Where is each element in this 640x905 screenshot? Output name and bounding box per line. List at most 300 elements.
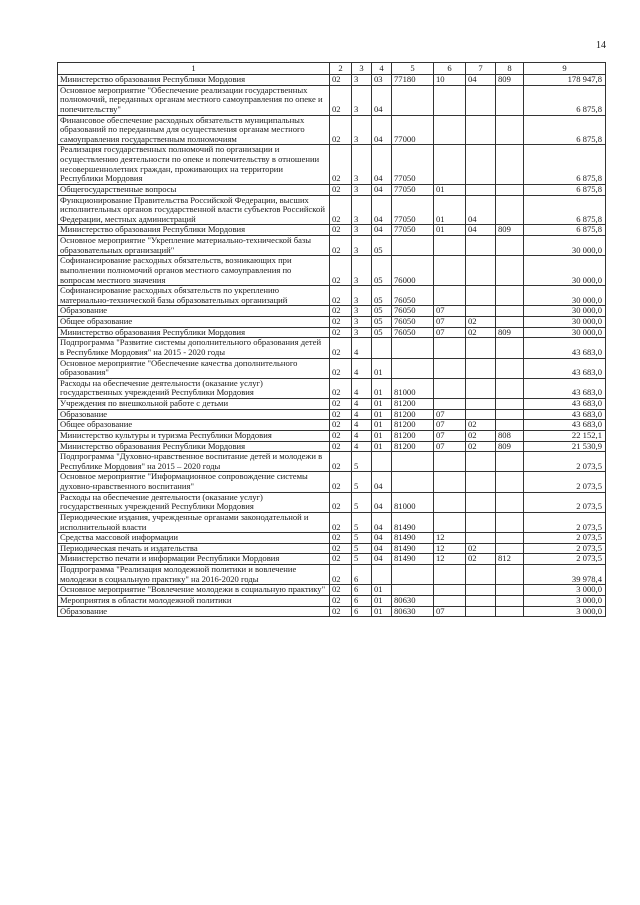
code-ministry bbox=[496, 492, 524, 512]
column-header: 2 bbox=[330, 63, 352, 75]
table-row bbox=[58, 452, 606, 472]
code-subsection: 02 bbox=[466, 420, 496, 431]
table-row bbox=[58, 492, 606, 512]
code-section: 07 bbox=[434, 441, 466, 452]
code-ministry bbox=[496, 184, 524, 195]
code-section bbox=[434, 286, 466, 306]
table-row bbox=[58, 430, 606, 441]
code-ministry bbox=[496, 286, 524, 306]
code-subsection bbox=[466, 184, 496, 195]
row-name: Учреждения по внешкольной работе с детьми bbox=[58, 399, 330, 410]
code-program: 02 bbox=[330, 492, 352, 512]
code-measure: 04 bbox=[372, 115, 392, 145]
code-direction: 81490 bbox=[392, 543, 434, 554]
table-row bbox=[58, 317, 606, 328]
amount: 6 875,8 bbox=[524, 115, 606, 145]
code-program: 02 bbox=[330, 115, 352, 145]
code-ministry: 808 bbox=[496, 430, 524, 441]
row-name: Министерство образования Республики Мордовия bbox=[58, 225, 330, 236]
code-program: 02 bbox=[330, 338, 352, 358]
code-subsection bbox=[466, 533, 496, 544]
code-program: 02 bbox=[330, 236, 352, 256]
code-section: 12 bbox=[434, 554, 466, 565]
column-header: 4 bbox=[372, 63, 392, 75]
code-program: 02 bbox=[330, 430, 352, 441]
code-direction: 81200 bbox=[392, 409, 434, 420]
code-subsection bbox=[466, 286, 496, 306]
code-direction: 81490 bbox=[392, 512, 434, 532]
code-program: 02 bbox=[330, 472, 352, 492]
code-section: 01 bbox=[434, 195, 466, 225]
code-subprogram: 4 bbox=[352, 338, 372, 358]
code-subsection: 04 bbox=[466, 225, 496, 236]
amount: 2 073,5 bbox=[524, 533, 606, 544]
table-row bbox=[58, 420, 606, 431]
code-subprogram: 3 bbox=[352, 236, 372, 256]
code-program: 02 bbox=[330, 225, 352, 236]
code-measure: 03 bbox=[372, 75, 392, 86]
code-subsection: 02 bbox=[466, 327, 496, 338]
table-row bbox=[58, 85, 606, 115]
code-section: 07 bbox=[434, 327, 466, 338]
code-direction: 77050 bbox=[392, 225, 434, 236]
table-row bbox=[58, 606, 606, 617]
code-direction bbox=[392, 85, 434, 115]
table-row bbox=[58, 184, 606, 195]
amount: 30 000,0 bbox=[524, 286, 606, 306]
code-direction bbox=[392, 236, 434, 256]
code-subsection: 04 bbox=[466, 195, 496, 225]
code-section bbox=[434, 338, 466, 358]
code-section: 07 bbox=[434, 409, 466, 420]
table-row bbox=[58, 236, 606, 256]
code-subsection bbox=[466, 565, 496, 585]
amount: 43 683,0 bbox=[524, 399, 606, 410]
code-measure: 05 bbox=[372, 327, 392, 338]
table-row bbox=[58, 554, 606, 565]
code-section: 01 bbox=[434, 225, 466, 236]
code-subsection bbox=[466, 378, 496, 398]
code-ministry: 809 bbox=[496, 225, 524, 236]
code-measure: 04 bbox=[372, 184, 392, 195]
code-ministry bbox=[496, 358, 524, 378]
code-program: 02 bbox=[330, 452, 352, 472]
amount: 2 073,5 bbox=[524, 512, 606, 532]
amount: 2 073,5 bbox=[524, 452, 606, 472]
row-name: Функционирование Правительства Российской Федерации, высших исполнительных органов государственной власти субъектов Российской Федерации, местных администраций bbox=[58, 195, 330, 225]
code-subsection bbox=[466, 399, 496, 410]
code-section bbox=[434, 115, 466, 145]
code-program: 02 bbox=[330, 512, 352, 532]
code-section bbox=[434, 492, 466, 512]
code-ministry bbox=[496, 256, 524, 286]
row-name: Общее образование bbox=[58, 317, 330, 328]
code-subprogram: 3 bbox=[352, 145, 372, 185]
code-ministry bbox=[496, 472, 524, 492]
table-row bbox=[58, 286, 606, 306]
column-header: 3 bbox=[352, 63, 372, 75]
code-subprogram: 4 bbox=[352, 420, 372, 431]
code-subprogram: 3 bbox=[352, 75, 372, 86]
code-section bbox=[434, 512, 466, 532]
code-program: 02 bbox=[330, 399, 352, 410]
column-header: 6 bbox=[434, 63, 466, 75]
code-section bbox=[434, 452, 466, 472]
row-name: Подпрограмма "Реализация молодежной политики и вовлечение молодежи в социальную практику" на 2016-2020 годы bbox=[58, 565, 330, 585]
code-program: 02 bbox=[330, 409, 352, 420]
code-subprogram: 4 bbox=[352, 409, 372, 420]
code-section: 01 bbox=[434, 184, 466, 195]
code-ministry bbox=[496, 399, 524, 410]
code-direction: 81490 bbox=[392, 554, 434, 565]
code-measure: 05 bbox=[372, 286, 392, 306]
code-measure: 01 bbox=[372, 378, 392, 398]
amount: 30 000,0 bbox=[524, 256, 606, 286]
code-direction: 76050 bbox=[392, 327, 434, 338]
amount: 43 683,0 bbox=[524, 378, 606, 398]
code-direction bbox=[392, 358, 434, 378]
code-measure: 04 bbox=[372, 472, 392, 492]
code-measure: 05 bbox=[372, 256, 392, 286]
code-section: 12 bbox=[434, 533, 466, 544]
table-row bbox=[58, 115, 606, 145]
code-measure: 01 bbox=[372, 420, 392, 431]
table-row bbox=[58, 441, 606, 452]
code-subsection bbox=[466, 338, 496, 358]
code-measure: 05 bbox=[372, 306, 392, 317]
row-name: Образование bbox=[58, 306, 330, 317]
code-ministry bbox=[496, 317, 524, 328]
row-name: Образование bbox=[58, 409, 330, 420]
table-row bbox=[58, 512, 606, 532]
code-ministry bbox=[496, 595, 524, 606]
row-name: Основное мероприятие "Укрепление материально-технической базы образовательных организаций" bbox=[58, 236, 330, 256]
table-row bbox=[58, 358, 606, 378]
code-subprogram: 6 bbox=[352, 595, 372, 606]
code-direction: 81000 bbox=[392, 378, 434, 398]
code-direction: 77000 bbox=[392, 115, 434, 145]
code-program: 02 bbox=[330, 420, 352, 431]
code-program: 02 bbox=[330, 358, 352, 378]
code-subprogram: 5 bbox=[352, 452, 372, 472]
code-section bbox=[434, 399, 466, 410]
code-measure: 05 bbox=[372, 236, 392, 256]
amount: 6 875,8 bbox=[524, 85, 606, 115]
row-name: Общегосударственные вопросы bbox=[58, 184, 330, 195]
table-row bbox=[58, 585, 606, 596]
code-section bbox=[434, 145, 466, 185]
code-subprogram: 5 bbox=[352, 472, 372, 492]
code-measure: 01 bbox=[372, 585, 392, 596]
row-name: Образование bbox=[58, 606, 330, 617]
code-ministry bbox=[496, 565, 524, 585]
amount: 21 530,9 bbox=[524, 441, 606, 452]
code-subsection: 02 bbox=[466, 317, 496, 328]
code-measure: 01 bbox=[372, 595, 392, 606]
code-subprogram: 6 bbox=[352, 565, 372, 585]
code-subsection bbox=[466, 492, 496, 512]
table-row bbox=[58, 75, 606, 86]
code-subsection bbox=[466, 358, 496, 378]
amount: 3 000,0 bbox=[524, 585, 606, 596]
code-ministry: 812 bbox=[496, 554, 524, 565]
code-subprogram: 4 bbox=[352, 358, 372, 378]
code-section: 07 bbox=[434, 420, 466, 431]
code-subsection bbox=[466, 306, 496, 317]
code-section bbox=[434, 585, 466, 596]
code-subprogram: 3 bbox=[352, 317, 372, 328]
code-direction bbox=[392, 585, 434, 596]
code-section bbox=[434, 358, 466, 378]
code-ministry bbox=[496, 145, 524, 185]
code-direction bbox=[392, 452, 434, 472]
amount: 3 000,0 bbox=[524, 606, 606, 617]
header-row bbox=[58, 63, 606, 75]
code-program: 02 bbox=[330, 585, 352, 596]
row-name: Реализация государственных полномочий по организации и осуществлению деятельности по опеке и попечительству в отношении несовершеннолетних граждан, проживающих на территории Республики Мордовия bbox=[58, 145, 330, 185]
code-program: 02 bbox=[330, 327, 352, 338]
row-name: Расходы на обеспечение деятельности (оказание услуг) государственных учреждений Республики Мордовия bbox=[58, 378, 330, 398]
code-subprogram: 5 bbox=[352, 543, 372, 554]
amount: 43 683,0 bbox=[524, 358, 606, 378]
row-name: Министерство культуры и туризма Республики Мордовия bbox=[58, 430, 330, 441]
code-ministry bbox=[496, 85, 524, 115]
row-name: Министерство образования Республики Мордовия bbox=[58, 75, 330, 86]
code-measure: 01 bbox=[372, 441, 392, 452]
amount: 30 000,0 bbox=[524, 317, 606, 328]
code-measure: 04 bbox=[372, 145, 392, 185]
code-subsection bbox=[466, 585, 496, 596]
code-program: 02 bbox=[330, 565, 352, 585]
amount: 3 000,0 bbox=[524, 595, 606, 606]
code-direction: 81200 bbox=[392, 430, 434, 441]
code-subprogram: 3 bbox=[352, 85, 372, 115]
code-ministry bbox=[496, 585, 524, 596]
code-subprogram: 3 bbox=[352, 225, 372, 236]
code-measure: 04 bbox=[372, 195, 392, 225]
code-measure: 01 bbox=[372, 606, 392, 617]
code-measure: 01 bbox=[372, 399, 392, 410]
code-measure: 01 bbox=[372, 358, 392, 378]
code-ministry bbox=[496, 409, 524, 420]
row-name: Периодические издания, учрежденные органами законодательной и исполнительной власти bbox=[58, 512, 330, 532]
code-section: 12 bbox=[434, 543, 466, 554]
code-subprogram: 5 bbox=[352, 554, 372, 565]
code-subprogram: 6 bbox=[352, 585, 372, 596]
code-program: 02 bbox=[330, 75, 352, 86]
code-ministry: 809 bbox=[496, 441, 524, 452]
code-ministry bbox=[496, 115, 524, 145]
code-measure: 04 bbox=[372, 533, 392, 544]
code-subsection bbox=[466, 85, 496, 115]
code-subsection: 02 bbox=[466, 543, 496, 554]
code-program: 02 bbox=[330, 256, 352, 286]
code-program: 02 bbox=[330, 306, 352, 317]
amount: 39 978,4 bbox=[524, 565, 606, 585]
code-ministry bbox=[496, 236, 524, 256]
code-direction: 76050 bbox=[392, 317, 434, 328]
code-direction: 81000 bbox=[392, 492, 434, 512]
row-name: Софинансирование расходных обязательств по укреплению материально-технической базы образовательных организаций bbox=[58, 286, 330, 306]
code-direction: 80630 bbox=[392, 595, 434, 606]
code-subprogram: 3 bbox=[352, 306, 372, 317]
column-header: 1 bbox=[58, 63, 330, 75]
code-direction: 81490 bbox=[392, 533, 434, 544]
code-subprogram: 5 bbox=[352, 533, 372, 544]
table-row bbox=[58, 327, 606, 338]
code-subprogram: 4 bbox=[352, 399, 372, 410]
table-row bbox=[58, 145, 606, 185]
row-name: Основное мероприятие "Вовлечение молодежи в социальную практику" bbox=[58, 585, 330, 596]
code-program: 02 bbox=[330, 85, 352, 115]
code-subprogram: 5 bbox=[352, 492, 372, 512]
code-program: 02 bbox=[330, 286, 352, 306]
code-subprogram: 3 bbox=[352, 184, 372, 195]
code-section bbox=[434, 595, 466, 606]
code-section: 07 bbox=[434, 306, 466, 317]
code-section bbox=[434, 85, 466, 115]
code-ministry bbox=[496, 378, 524, 398]
code-subprogram: 3 bbox=[352, 115, 372, 145]
code-measure bbox=[372, 338, 392, 358]
code-program: 02 bbox=[330, 533, 352, 544]
code-subsection: 02 bbox=[466, 430, 496, 441]
row-name: Министерство образования Республики Мордовия bbox=[58, 441, 330, 452]
code-subsection bbox=[466, 115, 496, 145]
table-row bbox=[58, 595, 606, 606]
code-direction: 81200 bbox=[392, 441, 434, 452]
code-section bbox=[434, 565, 466, 585]
row-name: Мероприятия в области молодежной политики bbox=[58, 595, 330, 606]
code-program: 02 bbox=[330, 543, 352, 554]
code-subsection bbox=[466, 606, 496, 617]
amount: 43 683,0 bbox=[524, 420, 606, 431]
amount: 22 152,1 bbox=[524, 430, 606, 441]
code-measure: 01 bbox=[372, 430, 392, 441]
row-name: Основное мероприятие "Обеспечение качества дополнительного образования" bbox=[58, 358, 330, 378]
table-row bbox=[58, 338, 606, 358]
code-subprogram: 3 bbox=[352, 195, 372, 225]
code-ministry bbox=[496, 452, 524, 472]
code-ministry bbox=[496, 533, 524, 544]
table-row bbox=[58, 195, 606, 225]
row-name: Министерство печати и информации Республики Мордовия bbox=[58, 554, 330, 565]
code-subsection: 02 bbox=[466, 441, 496, 452]
amount: 30 000,0 bbox=[524, 236, 606, 256]
table-row bbox=[58, 472, 606, 492]
code-program: 02 bbox=[330, 317, 352, 328]
code-ministry bbox=[496, 338, 524, 358]
code-subprogram: 6 bbox=[352, 606, 372, 617]
table-row bbox=[58, 225, 606, 236]
row-name: Общее образование bbox=[58, 420, 330, 431]
code-ministry bbox=[496, 543, 524, 554]
code-direction: 77180 bbox=[392, 75, 434, 86]
code-subsection bbox=[466, 409, 496, 420]
code-program: 02 bbox=[330, 441, 352, 452]
amount: 43 683,0 bbox=[524, 409, 606, 420]
code-subsection bbox=[466, 472, 496, 492]
code-subsection bbox=[466, 595, 496, 606]
code-section bbox=[434, 256, 466, 286]
code-subprogram: 3 bbox=[352, 327, 372, 338]
row-name: Расходы на обеспечение деятельности (оказание услуг) государственных учреждений Республики Мордовия bbox=[58, 492, 330, 512]
code-subprogram: 4 bbox=[352, 378, 372, 398]
table-row bbox=[58, 378, 606, 398]
code-direction: 76050 bbox=[392, 306, 434, 317]
table-row bbox=[58, 306, 606, 317]
code-subprogram: 4 bbox=[352, 430, 372, 441]
code-program: 02 bbox=[330, 195, 352, 225]
page-number: 14 bbox=[596, 40, 606, 51]
code-measure: 04 bbox=[372, 492, 392, 512]
row-name: Средства массовой информации bbox=[58, 533, 330, 544]
code-measure: 04 bbox=[372, 512, 392, 532]
code-measure: 04 bbox=[372, 225, 392, 236]
code-subsection: 04 bbox=[466, 75, 496, 86]
code-section bbox=[434, 378, 466, 398]
code-program: 02 bbox=[330, 554, 352, 565]
code-program: 02 bbox=[330, 595, 352, 606]
code-direction: 80630 bbox=[392, 606, 434, 617]
code-program: 02 bbox=[330, 184, 352, 195]
table-row bbox=[58, 565, 606, 585]
code-measure: 04 bbox=[372, 554, 392, 565]
code-section bbox=[434, 472, 466, 492]
code-subprogram: 3 bbox=[352, 286, 372, 306]
code-section bbox=[434, 236, 466, 256]
code-subsection bbox=[466, 256, 496, 286]
code-ministry bbox=[496, 420, 524, 431]
code-subprogram: 3 bbox=[352, 256, 372, 286]
code-measure: 04 bbox=[372, 85, 392, 115]
amount: 6 875,8 bbox=[524, 195, 606, 225]
table-row bbox=[58, 409, 606, 420]
code-direction: 81200 bbox=[392, 399, 434, 410]
row-name: Периодическая печать и издательства bbox=[58, 543, 330, 554]
code-section: 07 bbox=[434, 317, 466, 328]
code-measure bbox=[372, 565, 392, 585]
amount: 43 683,0 bbox=[524, 338, 606, 358]
code-subsection bbox=[466, 452, 496, 472]
code-subprogram: 5 bbox=[352, 512, 372, 532]
table-row bbox=[58, 256, 606, 286]
code-ministry: 809 bbox=[496, 327, 524, 338]
table-row bbox=[58, 543, 606, 554]
code-direction: 76000 bbox=[392, 256, 434, 286]
code-section: 07 bbox=[434, 430, 466, 441]
table-row bbox=[58, 399, 606, 410]
code-subsection: 02 bbox=[466, 554, 496, 565]
code-direction bbox=[392, 565, 434, 585]
amount: 178 947,8 bbox=[524, 75, 606, 86]
code-measure: 05 bbox=[372, 317, 392, 328]
code-measure: 04 bbox=[372, 543, 392, 554]
row-name: Софинансирование расходных обязательств, возникающих при выполнении полномочий органов местного самоуправления по вопросам местного значения bbox=[58, 256, 330, 286]
code-ministry bbox=[496, 606, 524, 617]
amount: 2 073,5 bbox=[524, 492, 606, 512]
code-subsection bbox=[466, 236, 496, 256]
row-name: Финансовое обеспечение расходных обязательств муниципальных образований по переданным для осуществления органам местного самоуправления государственным полномочиям bbox=[58, 115, 330, 145]
amount: 2 073,5 bbox=[524, 554, 606, 565]
code-direction: 81200 bbox=[392, 420, 434, 431]
code-direction bbox=[392, 338, 434, 358]
code-subprogram: 4 bbox=[352, 441, 372, 452]
column-header: 7 bbox=[466, 63, 496, 75]
code-program: 02 bbox=[330, 606, 352, 617]
amount: 6 875,8 bbox=[524, 225, 606, 236]
column-header: 8 bbox=[496, 63, 524, 75]
